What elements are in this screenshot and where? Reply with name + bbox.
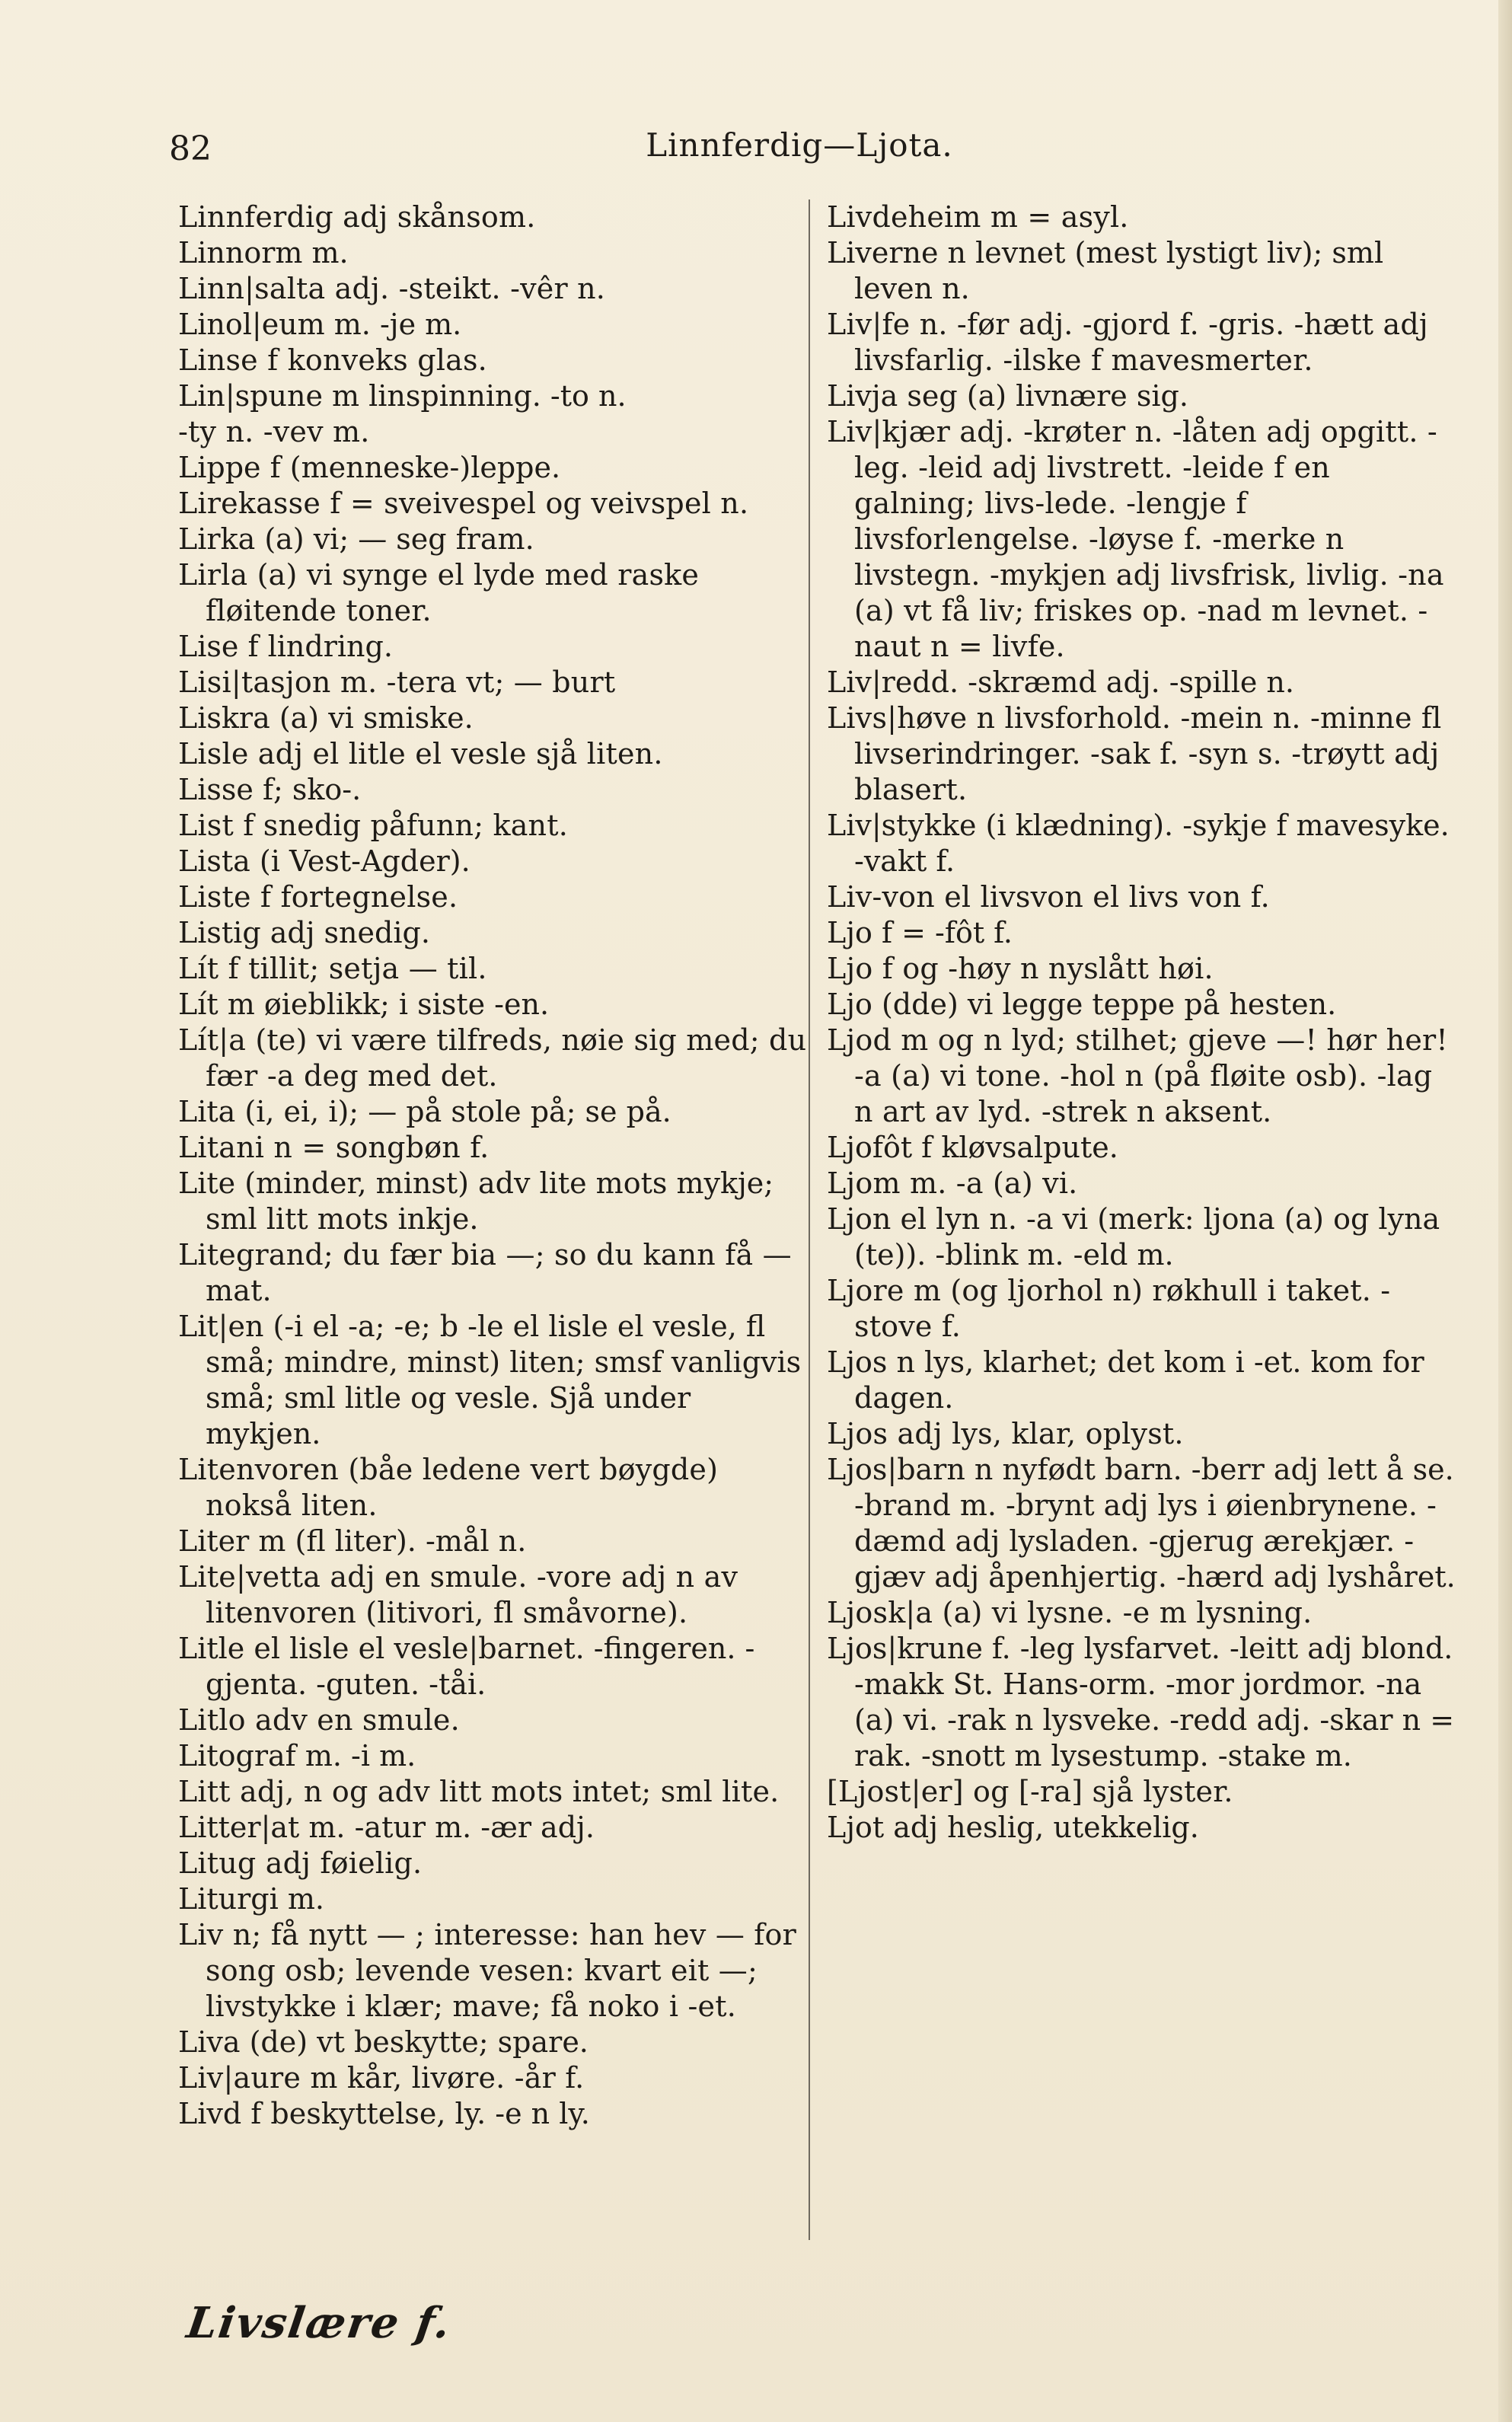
entry: Livja seg (a) livnære sig. bbox=[827, 379, 1188, 413]
page-number: 82 bbox=[169, 129, 212, 168]
entry: Litograf m. -i m. bbox=[178, 1739, 416, 1773]
entry: Lite (minder, minst) adv lite mots mykje; sml litt mots inkje. bbox=[178, 1166, 774, 1236]
entry: Liskra (a) vi smiske. bbox=[178, 701, 474, 735]
entry: Liv-von el livsvon el livs von f. bbox=[827, 880, 1270, 914]
entry: Lin|spune m linspinning. -to n. bbox=[178, 379, 627, 413]
entry: Lite|vetta adj en smule. -vore adj n av litenvoren (litivori, fl småvorne). bbox=[178, 1560, 738, 1629]
entry: Lisse f; sko-. bbox=[178, 773, 362, 806]
entry: Linn|salta adj. -steikt. -vêr n. bbox=[178, 272, 606, 305]
entry: Ljo f = -fôt f. bbox=[827, 916, 1013, 949]
entry: Ljos n lys, klarhet; det kom i -et. kom for dagen. bbox=[827, 1345, 1424, 1415]
entry: Litani n = songbøn f. bbox=[178, 1131, 490, 1164]
entry: Litt adj, n og adv litt mots intet; sml lite. bbox=[178, 1775, 780, 1808]
entry: Ljos adj lys, klar, oplyst. bbox=[827, 1417, 1184, 1450]
left-column bbox=[178, 199, 810, 2132]
entry: Liva (de) vt beskytte; spare. bbox=[178, 2025, 589, 2059]
entry: Litle el lisle el vesle|barnet. -fingeren. -gjenta. -guten. -tåi. bbox=[178, 1632, 755, 1701]
entry: Ljod m og n lyd; stilhet; gjeve —! hør her! -a (a) vi tone. -hol n (på fløite osb). -lag n art av lyd. -strek n aksent. bbox=[827, 1023, 1448, 1128]
entry: Lirka (a) vi; — seg fram. bbox=[178, 522, 534, 556]
entry: Lise f lindring. bbox=[178, 630, 393, 663]
entry: Ljo f og -høy n nyslått høi. bbox=[827, 952, 1214, 985]
entry: Lít f tillit; setja — til. bbox=[178, 952, 487, 985]
entry: Ljo (dde) vi legge teppe på hesten. bbox=[827, 988, 1337, 1021]
entry: Liv n; få nytt — ; interesse: han hev — for song osb; levende vesen: kvart eit —; livstykke i klær; mave; få noko i -et. bbox=[178, 1918, 796, 2023]
entry: Listig adj snedig. bbox=[178, 916, 430, 949]
entry: Liv|kjær adj. -krøter n. -låten adj opgitt. -leg. -leid adj livstrett. -leide f en galning; livs-lede. -lengje f livsforlengelse. -løyse f. -merke n livstegn. -mykjen adj livsfrisk, livlig. -na (a) vt få liv; friskes op. -nad m levnet. -naut n = livfe. bbox=[827, 415, 1444, 663]
entry: Ljos|barn n nyfødt barn. -berr adj lett å se. -brand m. -brynt adj lys i øienbrynene. -dæmd adj lysladen. -gjerug ærekjær. -gjæv adj åpenhjertig. -hærd adj lyshåret. bbox=[827, 1453, 1456, 1594]
entry: List f snedig påfunn; kant. bbox=[178, 809, 568, 842]
entry: Ljore m (og ljorhol n) røkhull i taket. -stove f. bbox=[827, 1274, 1391, 1343]
entry: Lippe f (menneske-)leppe. bbox=[178, 451, 561, 484]
entry: Lisle adj el litle el vesle sjå liten. bbox=[178, 737, 663, 771]
entry: Liv|aure m kår, livøre. -år f. bbox=[178, 2061, 585, 2095]
entry: Litlo adv en smule. bbox=[178, 1703, 460, 1737]
entry: -ty n. -vev m. bbox=[178, 415, 370, 448]
entry: Liv|fe n. -før adj. -gjord f. -gris. -hætt adj livsfarlig. -ilske f mavesmerter. bbox=[827, 308, 1428, 377]
entry: Liste f fortegnelse. bbox=[178, 880, 458, 914]
entry: Lít m øieblikk; i siste -en. bbox=[178, 988, 550, 1021]
entry: Lista (i Vest-Agder). bbox=[178, 844, 471, 878]
right-column bbox=[827, 199, 1459, 1846]
entry: Litug adj føielig. bbox=[178, 1846, 423, 1880]
entry: Ljosk|a (a) vi lysne. -e m lysning. bbox=[827, 1596, 1313, 1629]
entry: Lirekasse f = sveivespel og veivspel n. bbox=[178, 487, 749, 520]
entry: Linol|eum m. -je m. bbox=[178, 308, 462, 341]
handwritten-note: Livslære f. bbox=[183, 2298, 455, 2348]
entry: Ljofôt f kløvsalpute. bbox=[827, 1131, 1118, 1164]
column-divider bbox=[809, 199, 810, 2240]
entry: Lít|a (te) vi være tilfreds, nøie sig med; du fær -a deg med det. bbox=[178, 1023, 807, 1093]
entry: Livd f beskyttelse, ly. -e n ly. bbox=[178, 2097, 590, 2130]
entry: Liverne n levnet (mest lystigt liv); sml leven n. bbox=[827, 236, 1384, 305]
running-head: Linnferdig—Ljota. bbox=[646, 126, 953, 164]
entry: Litter|at m. -atur m. -ær adj. bbox=[178, 1811, 595, 1844]
entry: Linnorm m. bbox=[178, 236, 349, 270]
entry: Linse f konveks glas. bbox=[178, 343, 487, 377]
entry: Lita (i, ei, i); — på stole på; se på. bbox=[178, 1095, 671, 1128]
entry: Lisi|tasjon m. -tera vt; — burt bbox=[178, 665, 616, 699]
entry: Ljom m. -a (a) vi. bbox=[827, 1166, 1078, 1200]
entry: Liv|stykke (i klædning). -sykje f mavesyke. -vakt f. bbox=[827, 809, 1450, 878]
entry: Ljon el lyn n. -a vi (merk: ljona (a) og lyna (te)). -blink m. -eld m. bbox=[827, 1202, 1440, 1272]
entry: Liter m (fl liter). -mål n. bbox=[178, 1524, 527, 1558]
page-edge bbox=[1498, 0, 1512, 2422]
entry: Litenvoren (båe ledene vert bøygde) nokså liten. bbox=[178, 1453, 719, 1522]
entry: [Ljost|er] og [-ra] sjå lyster. bbox=[827, 1775, 1233, 1808]
entry: Liturgi m. bbox=[178, 1882, 324, 1916]
entry: Litegrand; du fær bia —; so du kann få — mat. bbox=[178, 1238, 792, 1307]
entry: Livs|høve n livsforhold. -mein n. -minne fl livserindringer. -sak f. -syn s. -trøytt adj blasert. bbox=[827, 701, 1442, 806]
entry: Liv|redd. -skræmd adj. -spille n. bbox=[827, 665, 1294, 699]
entry: Lirla (a) vi synge el lyde med raske fløitende toner. bbox=[178, 558, 700, 627]
entry: Lit|en (-i el -a; -e; b -le el lisle el vesle, fl små; mindre, minst) liten; smsf vanligvis små; sml litle og vesle. Sjå under mykjen. bbox=[178, 1310, 802, 1450]
entry: Livdeheim m = asyl. bbox=[827, 200, 1129, 234]
entry: Linnferdig adj skånsom. bbox=[178, 200, 536, 234]
entry: Ljot adj heslig, utekkelig. bbox=[827, 1811, 1199, 1844]
entry: Ljos|krune f. -leg lysfarvet. -leitt adj blond. -makk St. Hans-orm. -mor jordmor. -na (a) vi. -rak n lysveke. -redd adj. -skar n = rak. -snott m lysestump. -stake m. bbox=[827, 1632, 1455, 1773]
